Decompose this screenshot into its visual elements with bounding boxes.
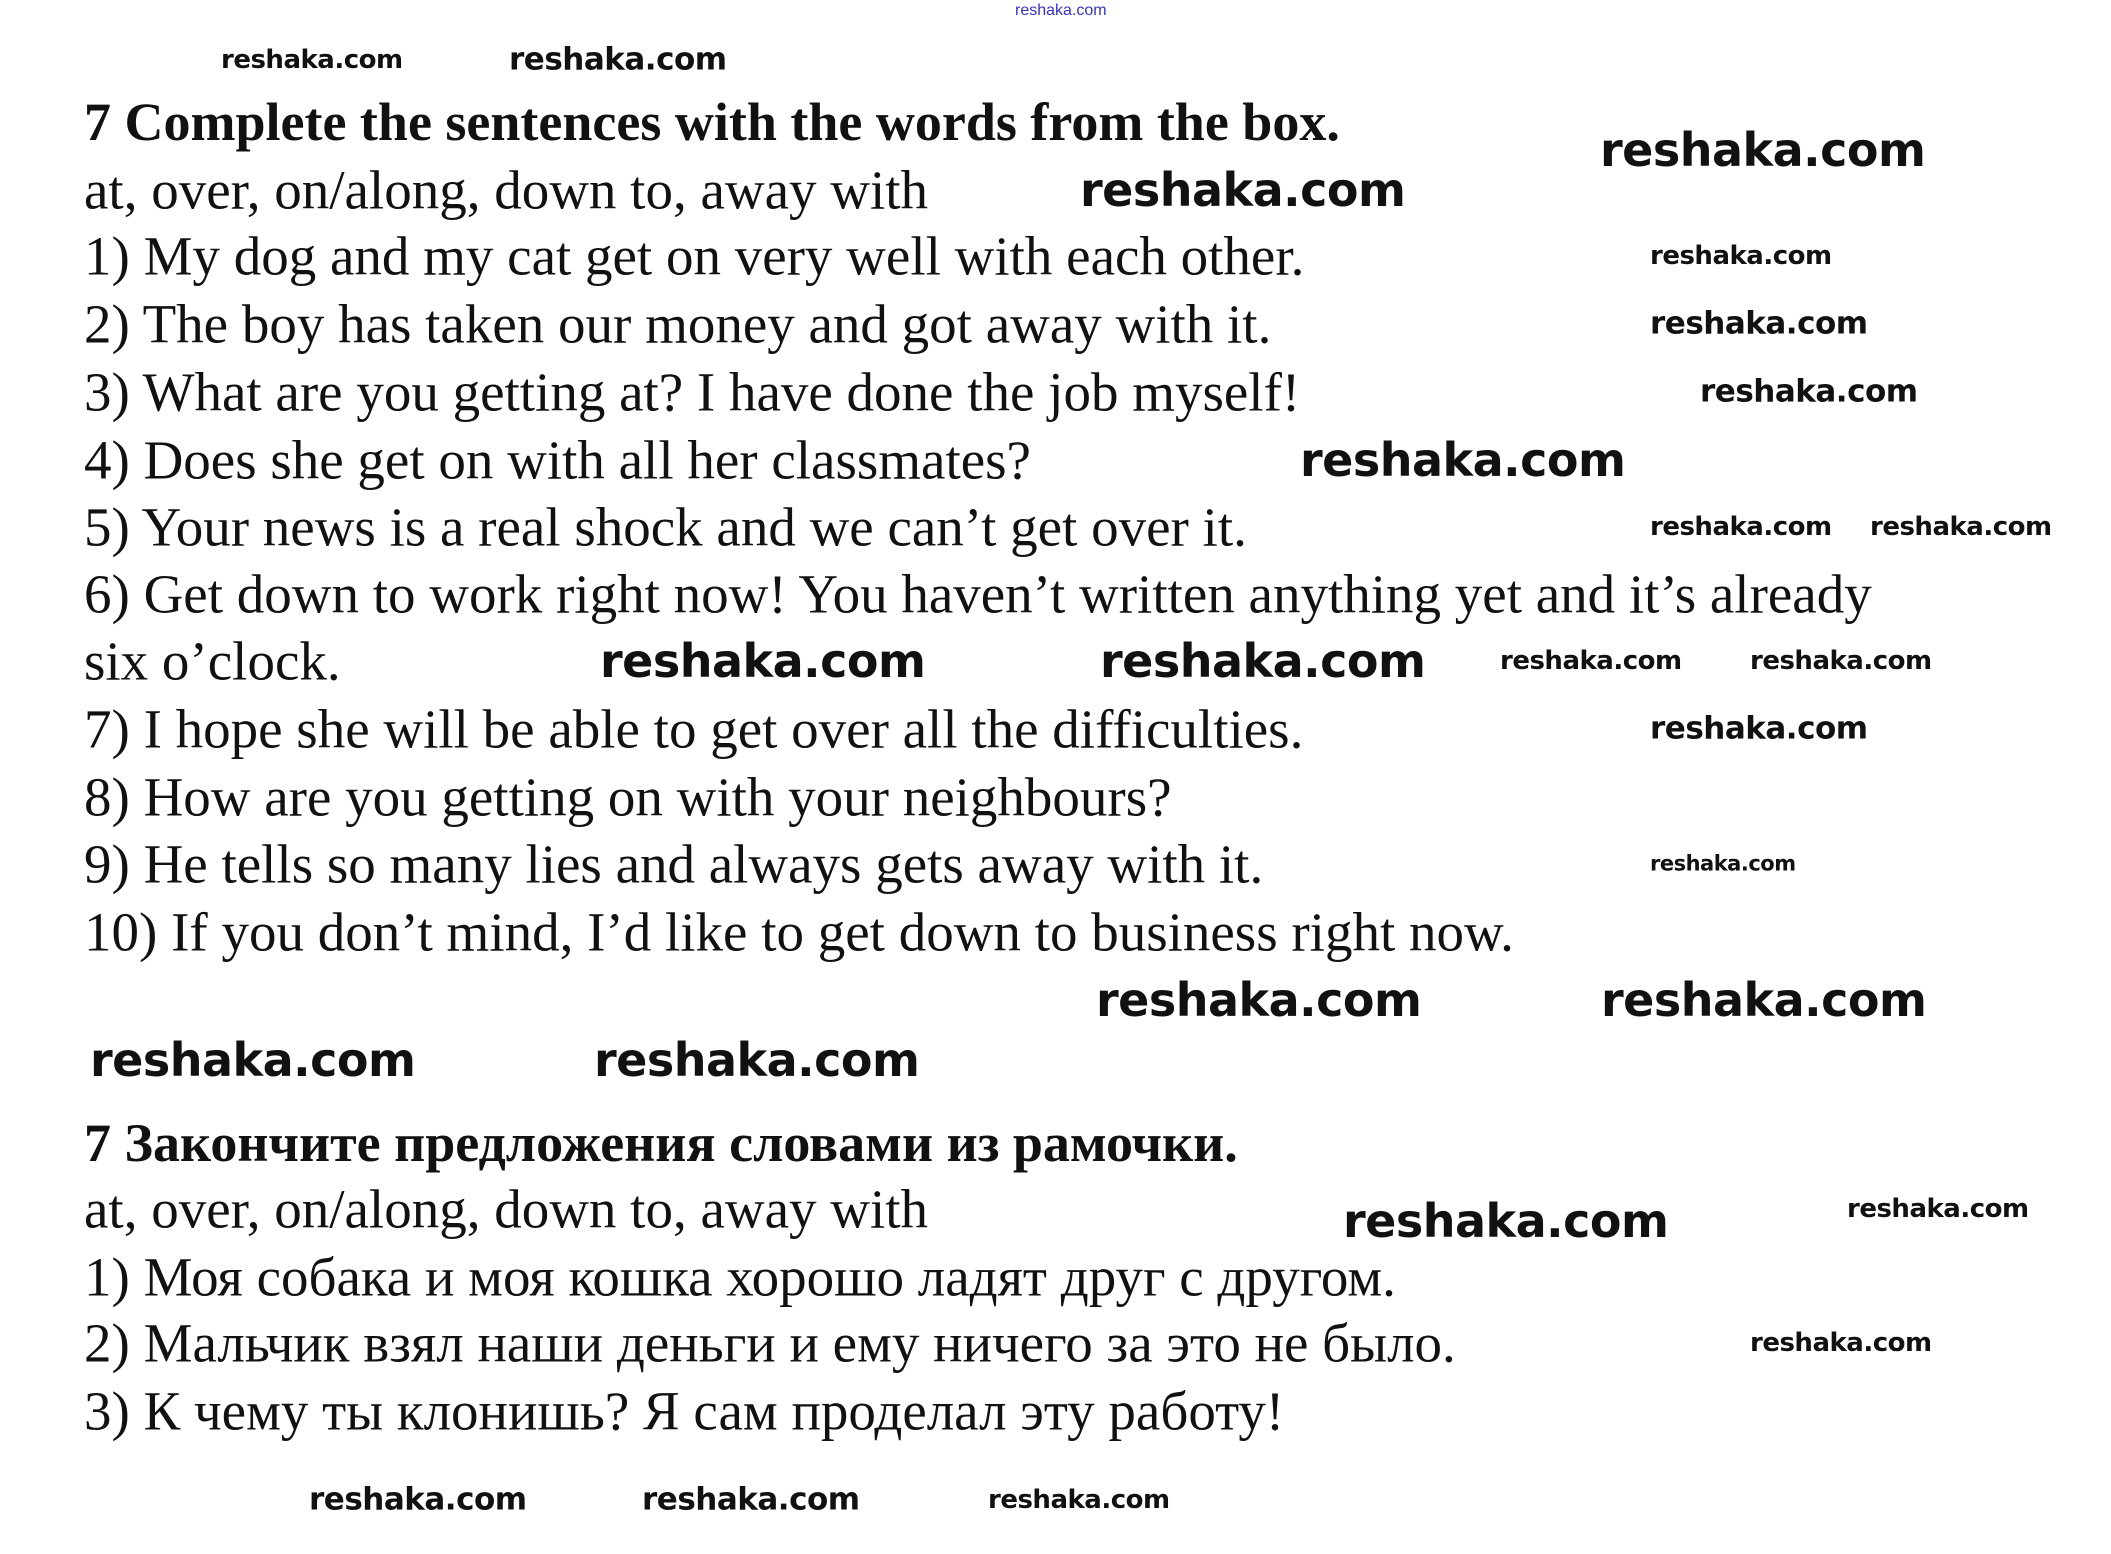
watermark: reshaka.com — [1096, 973, 1422, 1027]
watermark: reshaka.com — [1750, 646, 1932, 676]
watermark: reshaka.com — [1650, 512, 1832, 542]
watermark: reshaka.com — [1700, 373, 1918, 410]
watermark: reshaka.com — [1343, 1194, 1669, 1248]
watermark: reshaka.com — [1600, 123, 1926, 177]
watermark: reshaka.com — [642, 1481, 860, 1518]
watermark: reshaka.com — [1650, 710, 1868, 747]
top-site-link[interactable]: reshaka.com — [1015, 2, 1107, 19]
sentence: 6) Get down to work right now! You haven’t written anything yet and it’s already — [84, 563, 1872, 625]
sentence-continuation: six o’clock. — [84, 630, 341, 692]
watermark: reshaka.com — [509, 41, 727, 78]
sentence: 4) Does she get on with all her classmates? — [84, 429, 1031, 491]
sentence: 10) If you don’t mind, I’d like to get down to business right now. — [84, 901, 1514, 963]
watermark: reshaka.com — [221, 45, 403, 75]
exercise-heading-ru: 7 Закончите предложения словами из рамочки. — [84, 1113, 1238, 1173]
watermark: reshaka.com — [1100, 634, 1426, 688]
sentence: 3) What are you getting at? I have done the job myself! — [84, 361, 1301, 423]
watermark: reshaka.com — [988, 1485, 1170, 1515]
watermark: reshaka.com — [1300, 433, 1626, 487]
watermark: reshaka.com — [309, 1481, 527, 1518]
watermark: reshaka.com — [600, 634, 926, 688]
watermark: reshaka.com — [1650, 851, 1796, 876]
watermark: reshaka.com — [1601, 973, 1927, 1027]
watermark: reshaka.com — [1650, 241, 1832, 271]
word-box-ru: at, over, on/along, down to, away with — [84, 1178, 929, 1240]
sentence-ru: 3) К чему ты клонишь? Я сам проделал эту работу! — [84, 1380, 1285, 1442]
watermark: reshaka.com — [90, 1033, 416, 1087]
watermark: reshaka.com — [594, 1033, 920, 1087]
sentence: 9) He tells so many lies and always gets away with it. — [84, 833, 1264, 895]
watermark: reshaka.com — [1650, 305, 1868, 342]
sentence: 1) My dog and my cat get on very well with each other. — [84, 225, 1305, 287]
word-box: at, over, on/along, down to, away with — [84, 159, 929, 221]
watermark: reshaka.com — [1847, 1194, 2029, 1224]
sentence: 2) The boy has taken our money and got away with it. — [84, 293, 1272, 355]
sentence: 7) I hope she will be able to get over all the difficulties. — [84, 698, 1304, 760]
sentence: 5) Your news is a real shock and we can’t get over it. — [84, 496, 1247, 558]
exercise-heading: 7 Complete the sentences with the words from the box. — [84, 92, 1340, 152]
watermark: reshaka.com — [1500, 646, 1682, 676]
watermark: reshaka.com — [1750, 1328, 1932, 1358]
sentence-ru: 2) Мальчик взял наши деньги и ему ничего за это не было. — [84, 1312, 1456, 1374]
sentence-ru: 1) Моя собака и моя кошка хорошо ладят друг с другом. — [84, 1246, 1396, 1308]
sentence: 8) How are you getting on with your neighbours? — [84, 766, 1172, 828]
watermark: reshaka.com — [1080, 163, 1406, 217]
watermark: reshaka.com — [1870, 512, 2052, 542]
